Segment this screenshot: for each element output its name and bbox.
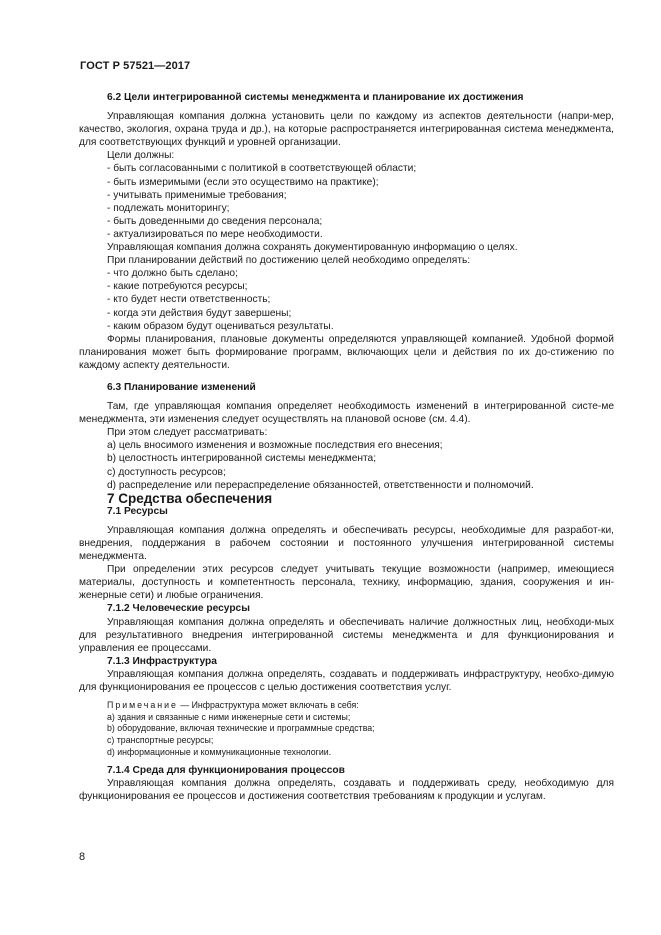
page-body: [79, 91, 614, 803]
section-6-2-heading: 6.2 Цели интегрированной системы менеджмента и планирование их достижения: [107, 92, 524, 103]
section-6-3-paragraph-2: При этом следует рассматривать:: [107, 427, 268, 439]
goals-list: [79, 162, 614, 241]
section-7-1-heading: 7.1 Ресурсы: [107, 505, 168, 517]
list-item: - что должно быть сделано;: [107, 268, 238, 280]
note-label: Примечание: [107, 700, 178, 711]
section-7-1-4-heading: 7.1.4 Среда для функционирования процессов: [107, 765, 345, 777]
list-item: b) целостность интегрированной системы менеджмента;: [107, 453, 377, 465]
list-item: a) цель вносимого изменения и возможные последствия его внесения;: [107, 440, 443, 452]
list-item: - подлежать мониторингу;: [107, 202, 230, 214]
section-7-1-paragraph-2: При определении этих ресурсов следует учитывать текущие возможности (например, имеющиеся материалы, доступность и компетентность персонала, технику, информацию, здания, сооружения и ин-женерные сети) и любые ограничения.: [79, 564, 614, 602]
note-lead: [79, 700, 614, 712]
infrastructure-note: [79, 700, 614, 758]
section-7-1-paragraph-1: Управляющая компания должна определять и обеспечивать ресурсы, необходимые для разработ-ки, внедрения, поддержания в рабочем состоянии и постоянного улучшения интегрированной системы менеджмента.: [79, 524, 614, 563]
section-7-1-3-paragraph-1: Управляющая компания должна определять, создавать и поддерживать инфраструктуру, необхо-димую для функционирования ее процессов с целью достижения соответствия услуг.: [79, 668, 614, 694]
planning-list: [79, 267, 614, 332]
list-item: - быть согласованными с политикой в соответствующей области;: [107, 163, 417, 175]
list-item: - какие потребуются ресурсы;: [107, 281, 248, 293]
note-text: — Инфраструктура может включать в себя:: [177, 700, 359, 711]
standard-header: ГОСТ Р 57521—2017: [80, 60, 191, 72]
section-7-1-2-paragraph-1: Управляющая компания должна определять и обеспечивать наличие должностных лиц, необходи-мых для результативного внедрения интегрированной системы менеджмента и для функционирования и управления ее процессами.: [79, 616, 614, 654]
list-item: c) доступность ресурсов;: [107, 466, 226, 478]
note-item: a) здания и связанные с ними инженерные сети и системы;: [107, 711, 351, 722]
section-7-1-4-paragraph-1: Управляющая компания должна определять, создавать и поддерживать среду, необходимую для функционирования ее процессов и достижения соответствия требованиям к продукции и услугам.: [79, 778, 614, 803]
list-item: - каким образом будут оцениваться результаты.: [107, 320, 334, 332]
section-6-3-heading: 6.3 Планирование изменений: [107, 381, 256, 393]
list-item: - актуализироваться по мере необходимости.: [107, 228, 323, 240]
note-item: c) транспортные ресурсы;: [107, 734, 214, 745]
list-item: - кто будет нести ответственность;: [107, 294, 271, 306]
goals-intro: Цели должны:: [107, 150, 175, 162]
page-number: 8: [79, 851, 86, 863]
section-7-1-2-heading: 7.1.2 Человеческие ресурсы: [107, 603, 250, 615]
section-6-2-paragraph-2: Управляющая компания должна сохранять документированную информацию о целях.: [107, 242, 518, 254]
note-item: b) оборудование, включая технические и программные средства;: [107, 723, 375, 734]
list-item: - быть измеримыми (если это осуществимо на практике);: [107, 176, 379, 188]
note-item: d) информационные и коммуникационные технологии.: [107, 746, 332, 757]
section-6-2-paragraph-1: Управляющая компания должна установить цели по каждому из аспектов деятельности (напри-мер, качество, экология, охрана труда и др.), на которые распространяется интегрированная система менеджмента, для соответствующих функций и уровней организации.: [79, 111, 614, 149]
list-item: - когда эти действия будут завершены;: [107, 307, 292, 319]
changes-list: [79, 439, 614, 491]
section-7-heading: 7 Средства обеспечения: [107, 490, 273, 506]
list-item: - быть доведенными до сведения персонала;: [107, 215, 323, 227]
section-6-3-paragraph-1: Там, где управляющая компания определяет необходимость изменений в интегрированной систе-ме менеджмента, эти изменения следует осуществлять на плановой основе (см. 4.4).: [79, 401, 614, 426]
section-7-1-3-heading: 7.1.3 Инфраструктура: [107, 655, 217, 667]
section-6-2-paragraph-3: При планировании действий по достижению целей необходимо определять:: [107, 255, 471, 267]
list-item: d) распределение или перераспределение обязанностей, ответственности и полномочий.: [107, 479, 534, 491]
list-item: - учитывать применимые требования;: [107, 189, 287, 201]
section-6-2-paragraph-4: Формы планирования, плановые документы определяются управляющей компанией. Удобной формой планирования может быть формирование программ, включающих цели и действия по их до-стижению по каждому аспекту деятельности.: [79, 333, 614, 371]
